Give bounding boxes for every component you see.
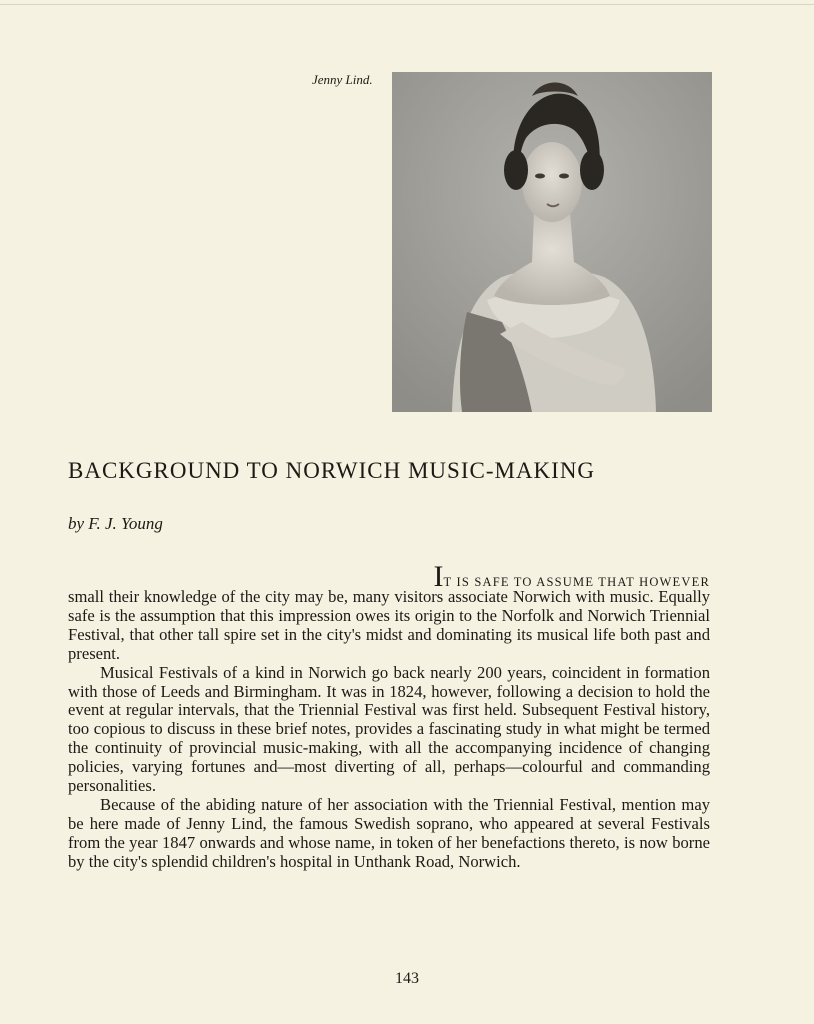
jenny-lind-portrait [392, 72, 712, 412]
article-body [68, 560, 710, 872]
page-number: 143 [395, 970, 419, 987]
paragraph-2: Musical Festivals of a kind in Norwich go back nearly 200 years, coincident in formation with those of Leeds and Birmingham. It was in 1824, however, following a decision to hold the event at regular intervals, that the Triennial Festival was first held. Subsequent Festival history, too copious to discuss in these brief notes, provides a fascinating study in what might be termed the continuity of provincial music-making, with all the accompanying incidence of changing policies, varying fortunes and—most diverting of all, perhaps—colourful and commanding personalities. [68, 662, 710, 796]
article-title: BACKGROUND TO NORWICH MUSIC-MAKING [68, 458, 596, 483]
byline: by F. J. Young [68, 514, 163, 533]
opening-smallcaps: T IS SAFE TO ASSUME THAT HOWEVER [443, 575, 710, 589]
paragraph-1: small their knowledge of the city may be, many visitors associate Norwich with music. Equally safe is the assumption that this impression owes its origin to the Norfolk and Norwich Triennial Festival, that other tall spire set in the city's midst and dominating its musical life both past and present. [68, 587, 710, 663]
opening-line [68, 560, 710, 593]
paragraph-3: Because of the abiding nature of her association with the Triennial Festival, mention may be here made of Jenny Lind, the famous Swedish soprano, who appeared at several Festivals from the year 1847 onwards and whose name, in token of her benefactions thereto, is now borne by the city's splendid children's hospital in Unthank Road, Norwich. [68, 794, 710, 871]
drop-cap: I [433, 560, 444, 593]
top-rule [0, 4, 814, 5]
portrait-caption: Jenny Lind. [312, 72, 373, 87]
